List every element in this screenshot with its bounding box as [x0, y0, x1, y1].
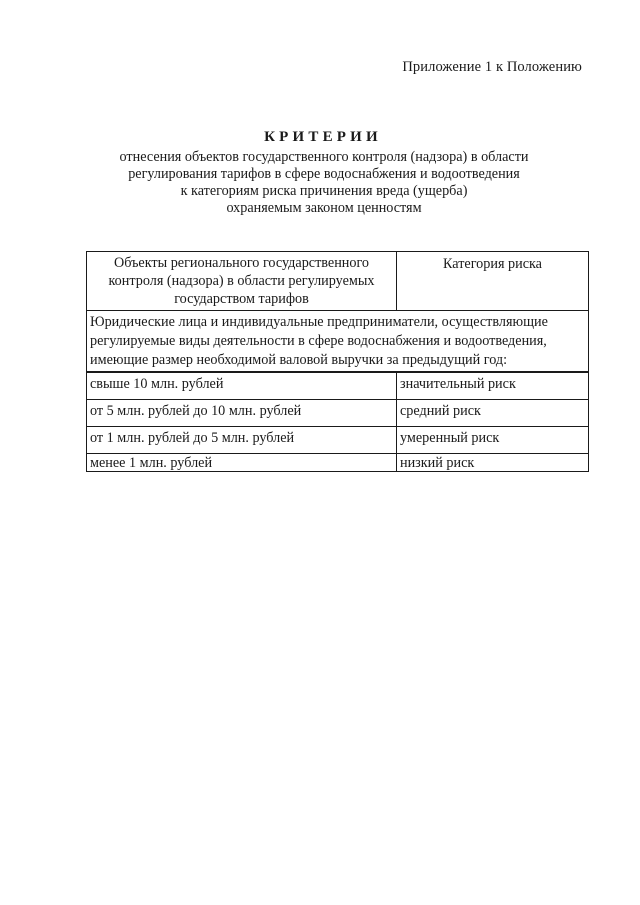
risk-category-cell: средний риск: [397, 400, 589, 427]
column-header-line: контроля (надзора) в области регулируемых: [108, 273, 375, 289]
column-header-line: государством тарифов: [174, 291, 309, 307]
revenue-range-cell: от 1 млн. рублей до 5 млн. рублей: [87, 427, 397, 454]
table-row: [87, 372, 589, 400]
group-line: Юридические лица и индивидуальные предприниматели, осуществляющие: [90, 314, 548, 330]
table-row: [87, 427, 589, 454]
group-row: [87, 311, 589, 373]
subtitle-line: охраняемым законом ценностям: [226, 200, 422, 216]
table-row: [87, 400, 589, 427]
group-description: [87, 311, 589, 373]
revenue-range-cell: свыше 10 млн. рублей: [87, 372, 397, 400]
table-row: [87, 454, 589, 472]
subtitle-line: регулирования тарифов в сфере водоснабжения и водоотведения: [128, 166, 520, 182]
risk-category-cell: значительный риск: [397, 372, 589, 400]
risk-category-cell: низкий риск: [397, 454, 589, 472]
subtitle-line: отнесения объектов государственного контроля (надзора) в области: [119, 149, 529, 165]
column-header-risk: Категория риска: [397, 252, 589, 311]
table-header-row: [87, 252, 589, 311]
column-header-line: Объекты регионального государственного: [113, 255, 370, 271]
revenue-range-cell: менее 1 млн. рублей: [87, 454, 397, 472]
revenue-range-cell: от 5 млн. рублей до 10 млн. рублей: [87, 400, 397, 427]
risk-category-cell: умеренный риск: [397, 427, 589, 454]
subtitle-line: к категориям риска причинения вреда (ущерба): [180, 183, 468, 199]
appendix-label: Приложение 1 к Положению: [402, 59, 582, 75]
document-title: КРИТЕРИИ: [264, 129, 382, 145]
criteria-table: [86, 251, 589, 472]
group-line: регулируемые виды деятельности в сфере водоснабжения и водоотведения,: [90, 333, 547, 349]
group-line: имеющие размер необходимой валовой выручки за предыдущий год:: [90, 352, 508, 368]
document-subtitle: [0, 149, 640, 217]
column-header-objects: [87, 252, 397, 311]
